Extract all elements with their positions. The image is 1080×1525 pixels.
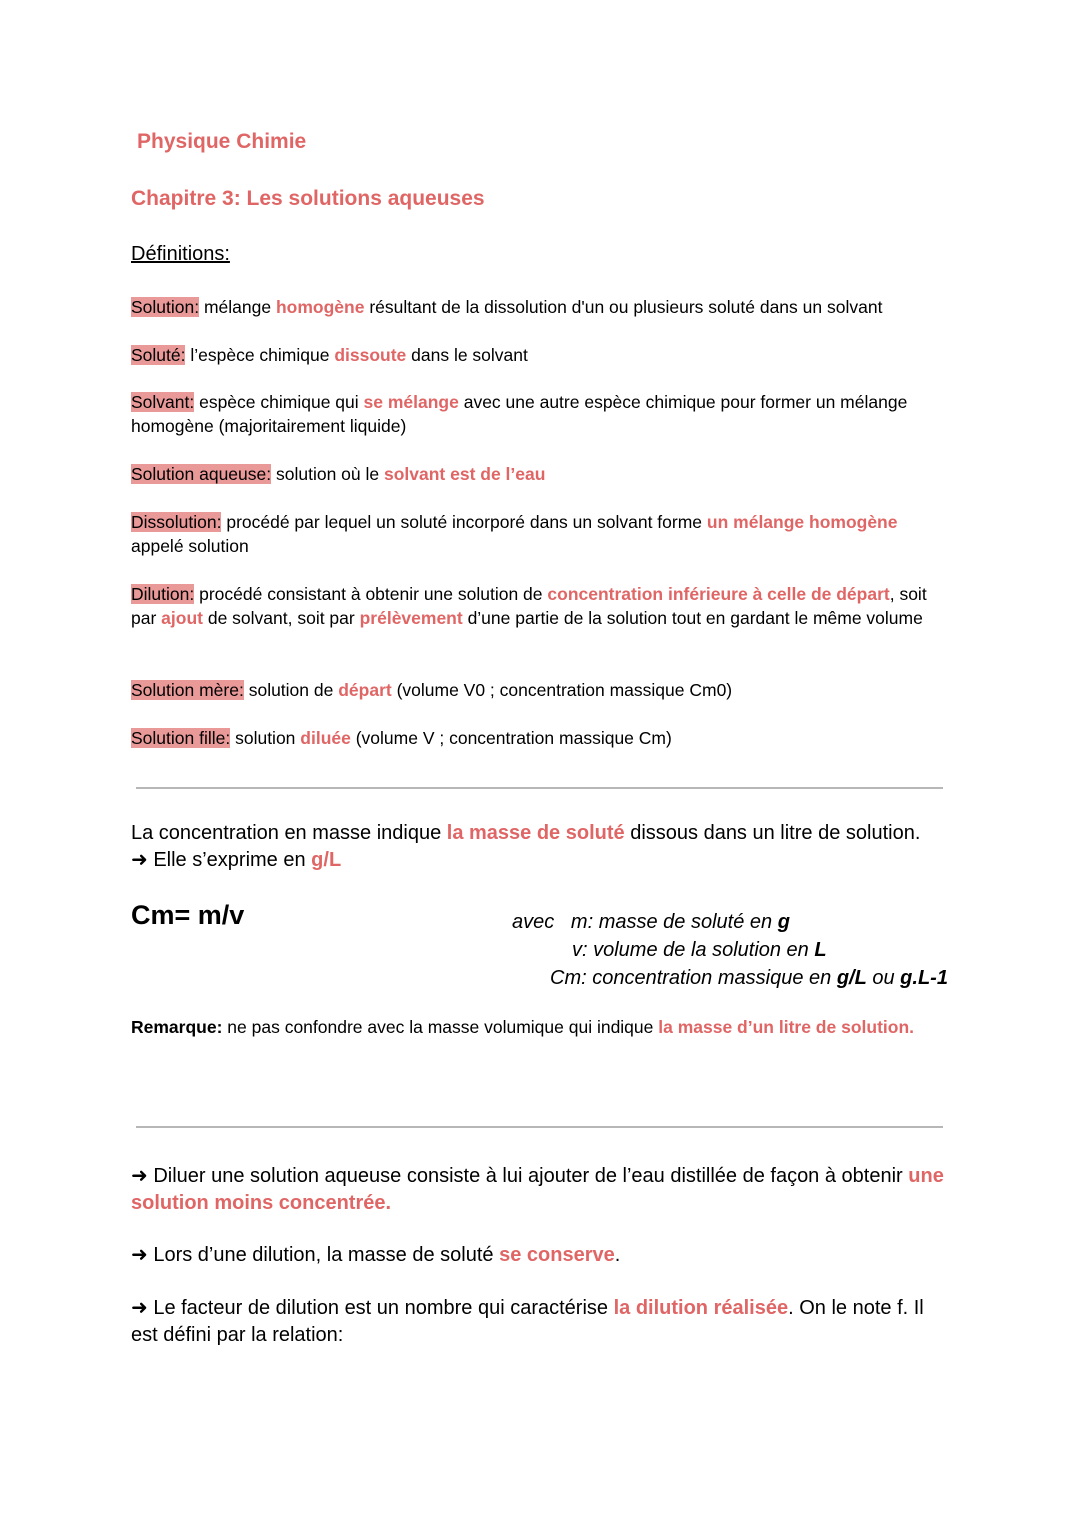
def-highlight: concentration inférieure à celle de départ bbox=[547, 584, 890, 604]
remark bbox=[131, 1015, 951, 1039]
def-text: mélange bbox=[199, 297, 276, 317]
dil-highlight: la dilution réalisée bbox=[613, 1297, 789, 1319]
unit-highlight: g/L bbox=[311, 849, 342, 871]
arrow-icon: ➜ bbox=[131, 1165, 148, 1187]
remark-label: Remarque: bbox=[131, 1017, 223, 1037]
def-fille bbox=[131, 726, 951, 750]
term-fille: Solution fille: bbox=[131, 728, 231, 748]
legend-unit: g/L bbox=[836, 967, 867, 989]
remark-text: ne pas confondre avec la masse volumique qui indique bbox=[222, 1017, 659, 1037]
divider bbox=[136, 1126, 943, 1128]
def-highlight: un mélange homogène bbox=[706, 512, 898, 532]
chapter-title: Chapitre 3: Les solutions aqueuses bbox=[131, 187, 485, 210]
def-highlight: se mélange bbox=[363, 392, 459, 412]
def-text: , soit par bbox=[131, 584, 927, 628]
def-solute bbox=[131, 343, 951, 367]
def-solvant bbox=[131, 390, 951, 438]
def-text: dans le solvant bbox=[406, 345, 528, 365]
dil-highlight: se conserve bbox=[499, 1244, 615, 1266]
def-text: (volume V0 ; concentration massique Cm0) bbox=[391, 680, 733, 700]
subject-title: Physique Chimie bbox=[137, 130, 307, 153]
def-text: procédé par lequel un soluté incorporé dans un solvant forme bbox=[221, 512, 707, 532]
def-dilution bbox=[131, 582, 951, 630]
legend-line bbox=[512, 908, 952, 936]
dilution-paragraph bbox=[131, 1295, 951, 1349]
dil-text: Lors d’une dilution, la masse de soluté bbox=[147, 1244, 500, 1266]
dil-text: Diluer une solution aqueuse consiste à lui ajouter de l’eau distillée de façon à obtenir bbox=[147, 1165, 909, 1187]
def-highlight: diluée bbox=[300, 728, 351, 748]
dilution-paragraph bbox=[131, 1163, 951, 1217]
term-aqueuse: Solution aqueuse: bbox=[131, 464, 272, 484]
definitions-heading: Définitions: bbox=[131, 243, 230, 265]
term-mere: Solution mère: bbox=[131, 680, 244, 700]
legend-text: avec m: masse de soluté en bbox=[512, 911, 778, 933]
legend-line bbox=[512, 964, 952, 992]
conc-highlight: la masse de soluté bbox=[446, 822, 625, 844]
dilution-paragraph bbox=[131, 1242, 951, 1269]
legend-unit: g.L-1 bbox=[900, 967, 948, 989]
formula: Cm= m/v bbox=[131, 900, 245, 930]
arrow-icon: ➜ bbox=[131, 1244, 148, 1266]
def-text: résultant de la dissolution d'un ou plusieurs soluté dans un solvant bbox=[364, 297, 883, 317]
def-highlight: ajout bbox=[161, 608, 203, 628]
dil-text: Le facteur de dilution est un nombre qui caractérise bbox=[147, 1297, 614, 1319]
term-solution: Solution: bbox=[131, 297, 200, 317]
def-text: avec une autre espèce chimique pour former un mélange homogène (majoritairement liquide) bbox=[131, 392, 908, 436]
def-highlight: solvant est de l’eau bbox=[383, 464, 546, 484]
def-text: appelé solution bbox=[131, 536, 249, 556]
arrow-icon: ➜ bbox=[131, 1297, 148, 1319]
legend-line bbox=[512, 936, 952, 964]
def-highlight: départ bbox=[338, 680, 392, 700]
def-text: (volume V ; concentration massique Cm) bbox=[350, 728, 672, 748]
term-solvant: Solvant: bbox=[131, 392, 195, 412]
term-dilution: Dilution: bbox=[131, 584, 195, 604]
def-highlight: dissoute bbox=[334, 345, 407, 365]
conc-text: Elle s’exprime en bbox=[147, 849, 312, 871]
def-text: solution de bbox=[243, 680, 339, 700]
remark-highlight: la masse d’un litre de solution. bbox=[658, 1017, 914, 1037]
def-text: d’une partie de la solution tout en gardant le même volume bbox=[462, 608, 923, 628]
legend-text: Cm: concentration massique en bbox=[550, 967, 837, 989]
dil-highlight: une solution moins concentrée. bbox=[131, 1165, 944, 1214]
def-text: espèce chimique qui bbox=[194, 392, 364, 412]
def-text: solution où le bbox=[271, 464, 384, 484]
conc-text: La concentration en masse indique bbox=[131, 822, 447, 844]
legend-text: ou bbox=[866, 967, 901, 989]
def-dissolution bbox=[131, 510, 951, 558]
def-text: l’espèce chimique bbox=[185, 345, 335, 365]
dil-text: . bbox=[614, 1244, 621, 1266]
def-solution bbox=[131, 295, 951, 319]
term-solute: Soluté: bbox=[131, 345, 186, 365]
concentration-text bbox=[131, 820, 951, 874]
dil-text: . On le note f. Il est défini par la relation: bbox=[131, 1297, 924, 1346]
def-aqueuse bbox=[131, 462, 951, 486]
def-text: de solvant, soit par bbox=[202, 608, 360, 628]
def-highlight: prélèvement bbox=[359, 608, 463, 628]
conc-text: dissous dans un litre de solution. bbox=[624, 822, 921, 844]
def-text: solution bbox=[230, 728, 301, 748]
formula-legend bbox=[512, 908, 952, 992]
def-mere bbox=[131, 678, 951, 702]
legend-text: v: volume de la solution en bbox=[572, 939, 815, 961]
legend-unit: g bbox=[777, 911, 790, 933]
def-text: procédé consistant à obtenir une solution de bbox=[194, 584, 548, 604]
term-dissolution: Dissolution: bbox=[131, 512, 222, 532]
legend-unit: L bbox=[814, 939, 827, 961]
def-highlight: homogène bbox=[275, 297, 365, 317]
arrow-icon: ➜ bbox=[131, 849, 148, 871]
divider bbox=[136, 787, 943, 789]
